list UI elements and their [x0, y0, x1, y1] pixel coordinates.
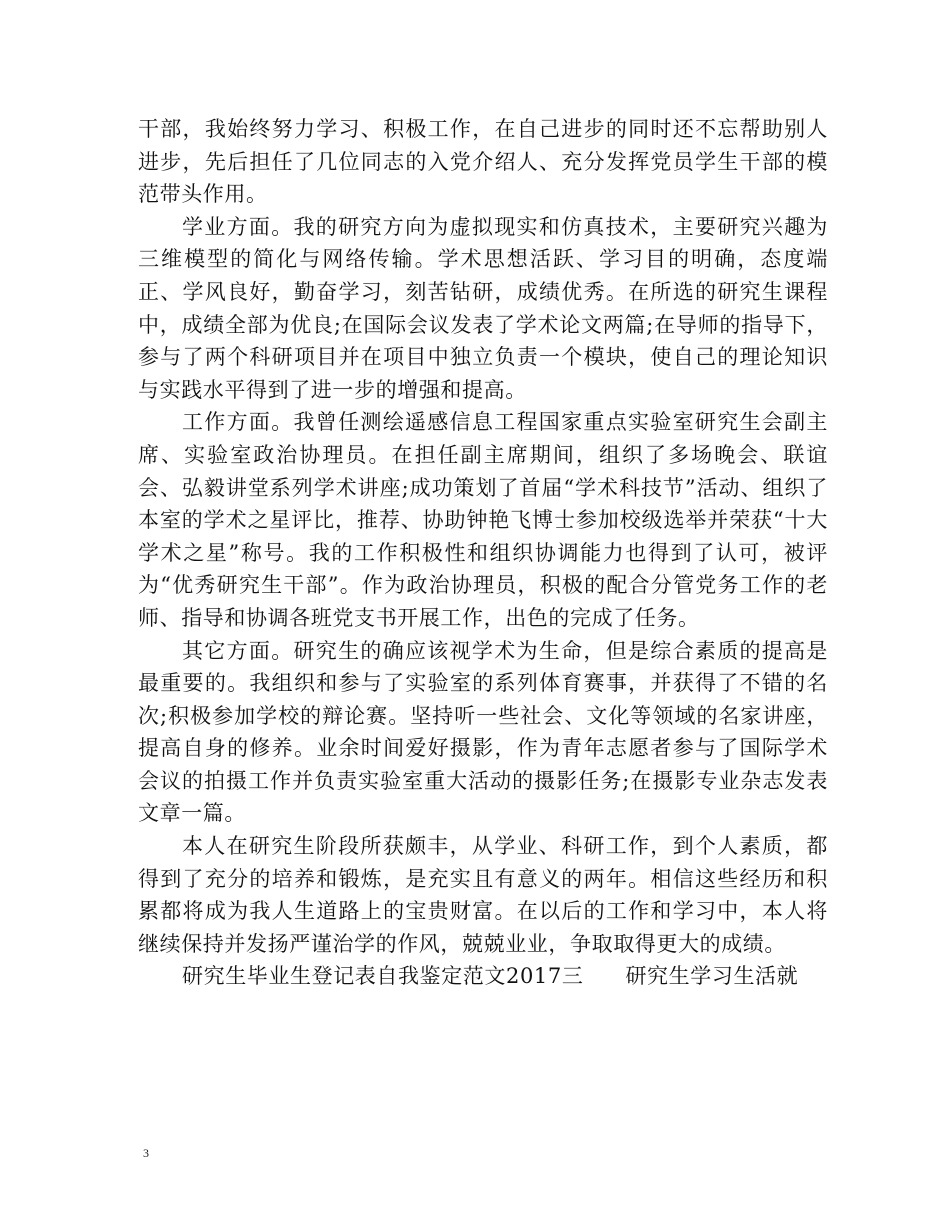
section-lead-text: 研究生学习生活就 — [625, 964, 799, 989]
paragraph-continuation: 干部，我始终努力学习、积极工作，在自己进步的同时还不忘帮助别人进步，先后担任了几位同志的入党介绍人、充分发挥党员学生干部的模范带头作用。 — [138, 117, 828, 207]
paragraph-summary: 本人在研究生阶段所获颇丰，从学业、科研工作，到个人素质，都得到了充分的培养和锻炼，是充实且有意义的两年。相信这些经历和积累都将成为我人生道路上的宝贵财富。在以后的工作和学习中，本人将继续保持并发扬严谨治学的作风，兢兢业业，争取取得更大的成绩。 — [138, 834, 828, 956]
page-number: 3 — [143, 1146, 149, 1160]
document-body — [138, 113, 828, 993]
paragraph-academics: 学业方面。我的研究方向为虚拟现实和仿真技术，主要研究兴趣为三维模型的简化与网络传输。学术思想活跃、学习目的明确，态度端正、学风良好，勤奋学习，刻苦钻研，成绩优秀。在所选的研究生课程中，成绩全部为优良;在国际会议发表了学术论文两篇;在导师的指导下，参与了两个科研项目并在项目中独立负责一个模块，使自己的理论知识与实践水平得到了进一步的增强和提高。 — [138, 214, 828, 402]
paragraph-work: 工作方面。我曾任测绘遥感信息工程国家重点实验室研究生会副主席、实验室政治协理员。在担任副主席期间，组织了多场晚会、联谊会、弘毅讲堂系列学术讲座;成功策划了首届“学术科技节”活动、组织了本室的学术之星评比，推荐、协助钟艳飞博士参加校级选举并荣获“十大学术之星”称号。我的工作积极性和组织协调能力也得到了认可，被评为“优秀研究生干部”。作为政治协理员，积极的配合分管党务工作的老师、指导和协调各班党支书开展工作，出色的完成了任务。 — [138, 410, 828, 630]
paragraph-other: 其它方面。研究生的确应该视学术为生命，但是综合素质的提高是最重要的。我组织和参与了实验室的系列体育赛事，并获得了不错的名次;积极参加学校的辩论赛。坚持听一些社会、文化等领域的名家讲座，提高自身的修养。业余时间爱好摄影，作为青年志愿者参与了国际学术会议的拍摄工作并负责实验室重大活动的摄影任务;在摄影专业杂志发表文章一篇。 — [138, 638, 828, 826]
section-heading-line — [138, 960, 828, 993]
section-title: 研究生毕业生登记表自我鉴定范文2017三 — [182, 964, 584, 989]
